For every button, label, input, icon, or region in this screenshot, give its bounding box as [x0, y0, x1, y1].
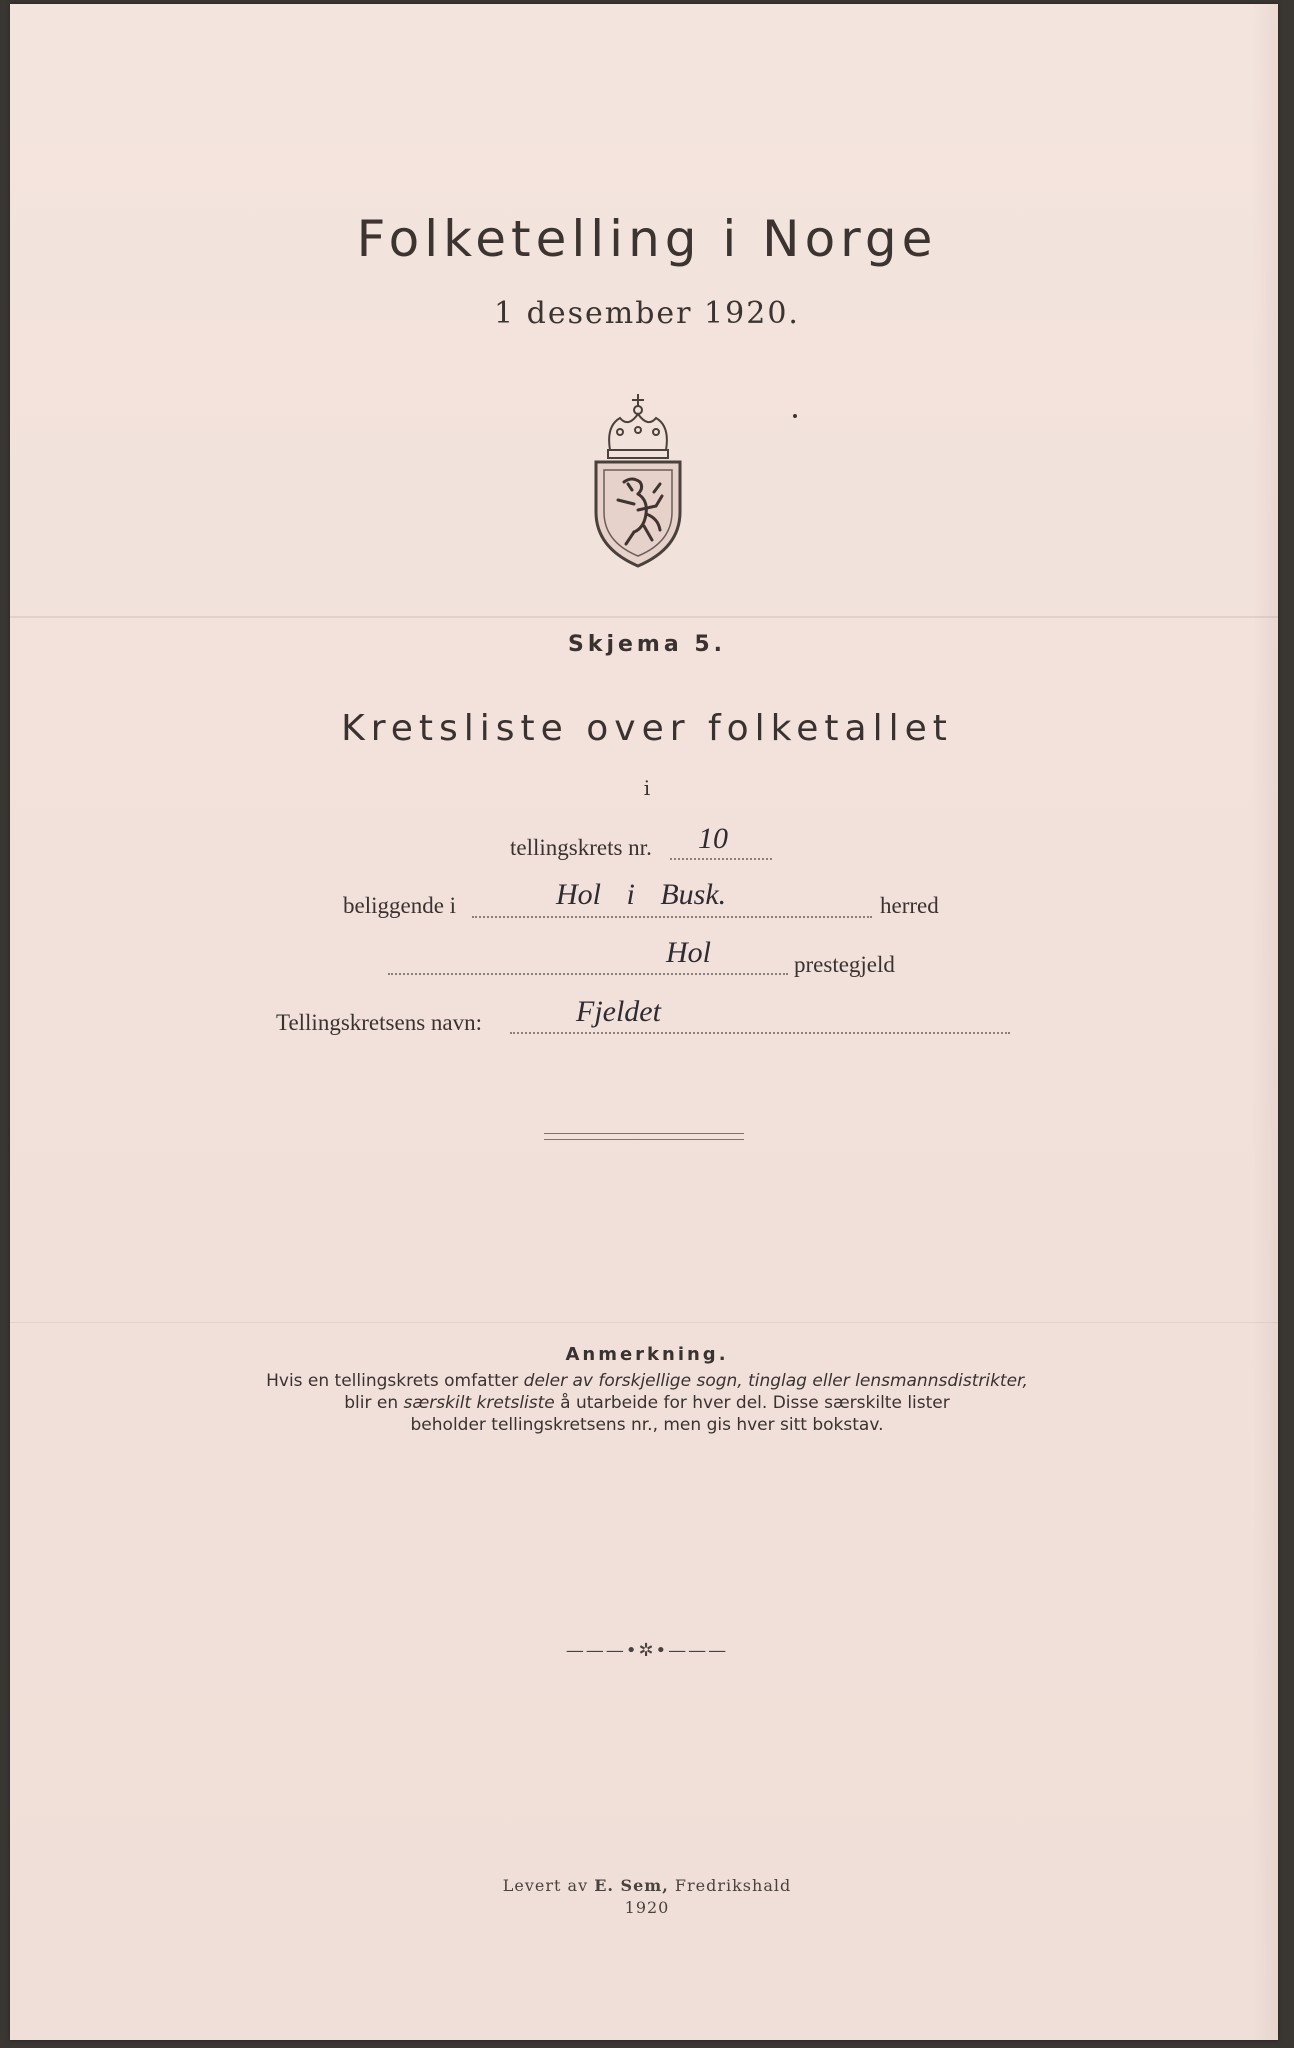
- herred-label: herred: [880, 893, 939, 918]
- census-date: 1 desember 1920.: [494, 296, 800, 331]
- note-title: Anmerkning.: [565, 1344, 729, 1365]
- note-body: [200, 1370, 1094, 1436]
- paper-fold-line: [10, 616, 1278, 618]
- note-emphasis: særskilt kretsliste: [403, 1393, 555, 1413]
- note-line: [200, 1392, 1094, 1414]
- printer-name: E. Sem,: [594, 1876, 669, 1895]
- note-line: beholder tellingskretsens nr., men gis hver sitt bokstav.: [410, 1415, 884, 1435]
- norwegian-coat-of-arms-icon: [588, 392, 688, 570]
- krets-name-dotted-line: [510, 1032, 1010, 1034]
- note-emphasis: deler av forskjellige sogn, tinglag eller lensmannsdistrikter,: [523, 1371, 1028, 1391]
- tellingskrets-dotted-line: [670, 858, 772, 860]
- herred-value: Hol i Busk.: [556, 878, 727, 911]
- note-text: blir en: [344, 1393, 404, 1413]
- krets-name-value: Fjeldet: [576, 995, 661, 1028]
- tellingskrets-number-value: 10: [698, 822, 728, 855]
- connector-text: i: [643, 776, 651, 800]
- note-text: å utarbeide for hver del. Disse særskilte lister: [554, 1393, 950, 1413]
- beliggende-dotted-line: [472, 916, 872, 918]
- schema-number: Skjema 5.: [567, 632, 727, 657]
- printer-text: Levert av: [502, 1876, 595, 1895]
- prestegjeld-value: Hol: [666, 936, 711, 969]
- ornament-divider: ———•✲•———: [565, 1640, 729, 1661]
- beliggende-label: beliggende i: [343, 893, 457, 918]
- note-text: Hvis en tellingskrets omfatter: [266, 1371, 524, 1391]
- printer-credit: [0, 1876, 1294, 1895]
- page-title: Folketelling i Norge: [356, 210, 938, 268]
- form-heading: Kretsliste over folketallet: [341, 708, 953, 749]
- note-line: [200, 1370, 1094, 1392]
- tellingskrets-label: tellingskrets nr.: [510, 835, 652, 860]
- printer-location: Fredrikshald: [668, 1876, 792, 1895]
- paper-fold-line: [10, 1322, 1278, 1323]
- prestegjeld-dotted-line: [388, 973, 788, 975]
- prestegjeld-label: prestegjeld: [794, 952, 895, 977]
- paper-speck: [793, 414, 797, 418]
- divider-rule: [544, 1133, 744, 1134]
- printer-year: 1920: [624, 1898, 670, 1917]
- divider-rule: [544, 1139, 744, 1140]
- krets-name-label: Tellingskretsens navn:: [276, 1010, 482, 1035]
